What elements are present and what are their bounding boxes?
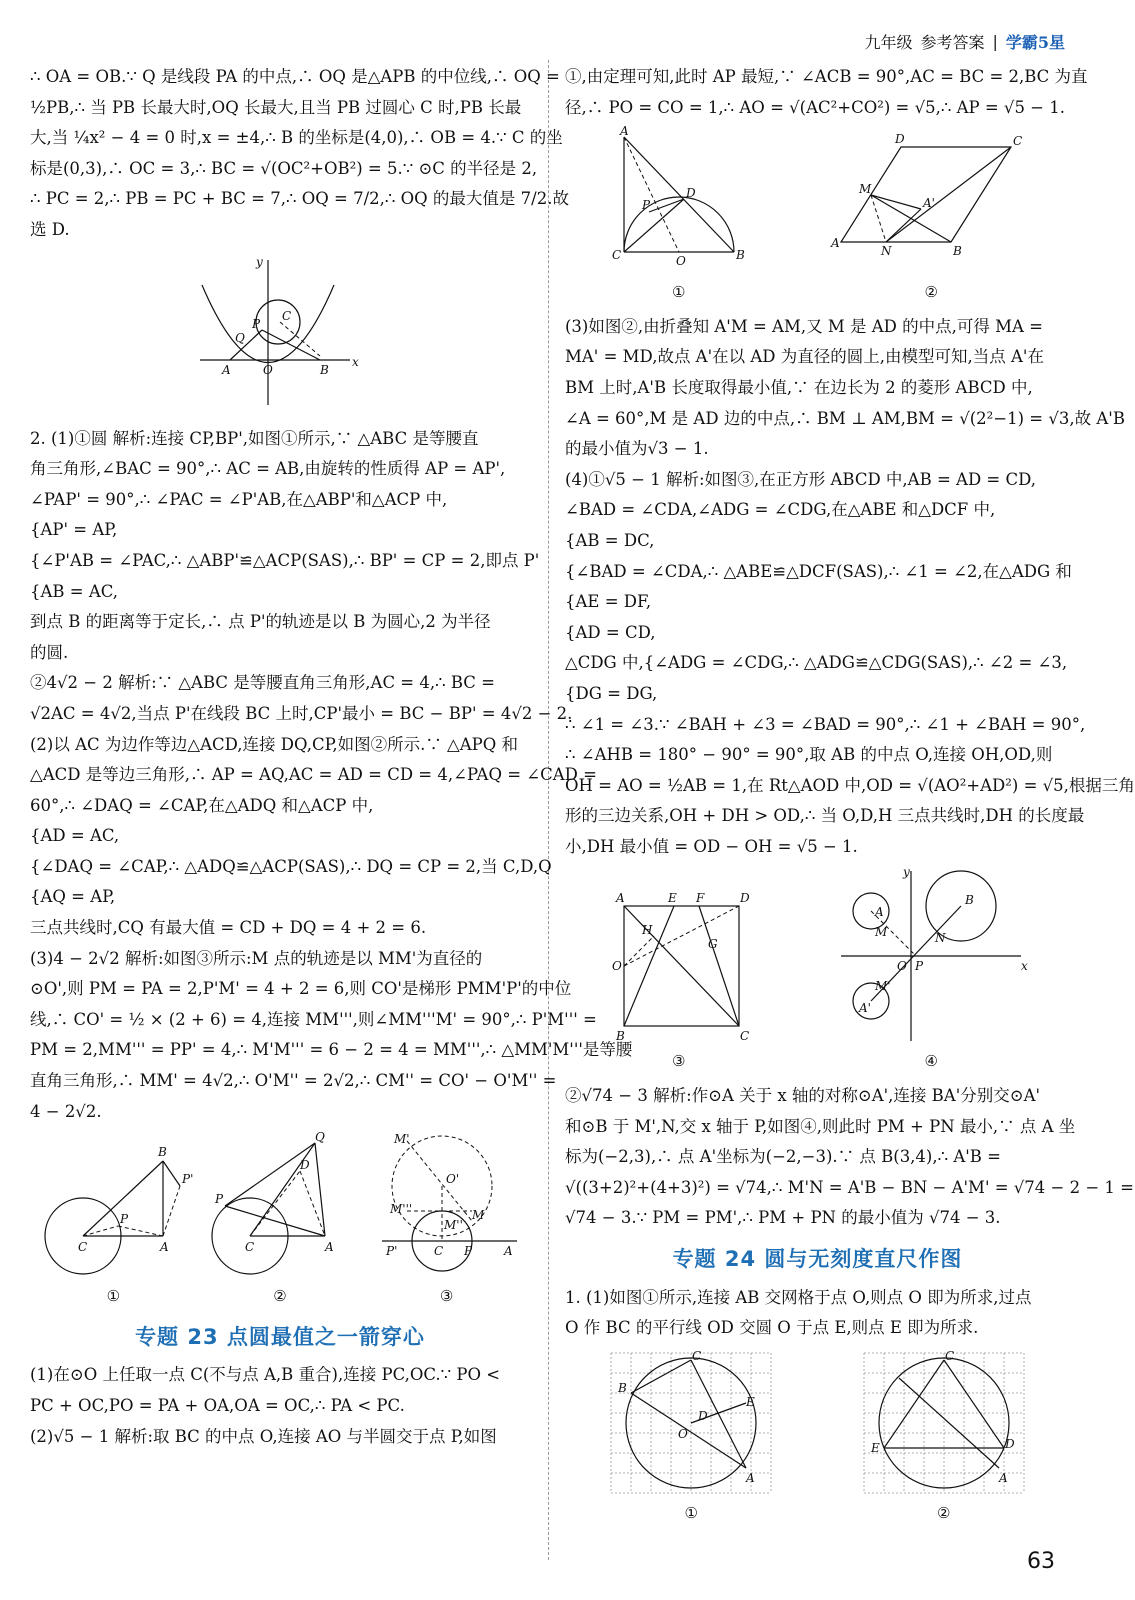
svg-text:A': A' (859, 1001, 872, 1016)
parabola-figure (30, 250, 530, 420)
svg-text:M: M (859, 182, 872, 197)
svg-text:P': P' (182, 1172, 194, 1187)
svg-text:P: P (120, 1212, 129, 1227)
svg-text:E: E (667, 891, 677, 906)
text-line: {AE = DF, (565, 592, 652, 612)
figure-1 (38, 1131, 194, 1312)
svg-text:C: C (739, 1029, 749, 1044)
svg-text:M: M (471, 1208, 484, 1223)
svg-text:B: B (618, 1380, 628, 1395)
text-line: {AD = CD, (565, 622, 656, 642)
text-line: 三点共线时,CQ 有最大值 = CD + DQ = 4 + 2 = 6. (30, 918, 427, 938)
svg-text:Q: Q (314, 1130, 325, 1145)
svg-text:F: F (695, 891, 705, 906)
text-line: {AD = AC, (30, 826, 120, 846)
header-answers: 参考答案 (920, 33, 985, 52)
right-block-3 (565, 1081, 1135, 1234)
text-line: MA' = MD,故点 A'在以 AD 为直径的圆上,由模型可知,当点 A'在 (565, 347, 1044, 367)
svg-text:O: O (678, 1426, 689, 1441)
figure-row-right-2 (565, 866, 1070, 1077)
svg-text:A: A (324, 1240, 334, 1255)
text-line: ∠A = 60°,M 是 AD 边的中点,∴ BM ⊥ AM,BM = √(2²−1) = √3,故 A'B (565, 408, 1125, 428)
svg-text:C: C (282, 308, 292, 323)
svg-text:y: y (903, 865, 911, 880)
text-line: (3)如图②,由折叠知 A'M = AM,又 M 是 AD 的中点,可得 MA = (565, 316, 1043, 336)
svg-text:C: C (433, 1244, 443, 1259)
svg-text:A: A (503, 1244, 513, 1259)
svg-text:B: B (615, 1029, 625, 1044)
svg-text:A: A (615, 891, 625, 906)
svg-text:A': A' (923, 196, 936, 211)
text-line: √((3+2)²+(4+3)²) = √74,∴ M'N = A'B − BN − A'M' = √74 − 2 − 1 = (565, 1177, 1135, 1197)
text-line: 线,∴ CO' = ½ × (2 + 6) = 4,连接 MM''',则∠MM'''M' = 90°,∴ P'M''' = (30, 1009, 597, 1029)
text-line: (3)4 − 2√2 解析:如图③所示:M 点的轨迹是以 MM'为直径的 (30, 948, 483, 968)
text-line: BM 上时,A'B 长度取得最小值,∵ 在边长为 2 的菱形 ABCD 中, (565, 377, 1033, 397)
text-line: {DG = DG, (565, 683, 658, 703)
svg-text:D: D (739, 891, 750, 906)
figure-caption: ② (924, 283, 938, 302)
right-block-4 (565, 1283, 1070, 1344)
text-line: ∴ ∠AHB = 180° − 90° = 90°,取 AB 的中点 O,连接 OH,OD,则 (565, 745, 1053, 765)
figure-coordinate (831, 866, 1031, 1077)
text-line: △ACD 是等边三角形,∴ AP = AQ,AC = AD = CD = 4,∠PAQ = ∠CAD = (30, 765, 597, 785)
text-line: {AB = AC, (30, 581, 119, 601)
svg-text:E: E (870, 1440, 880, 1455)
text-line: {AB = DC, (565, 530, 655, 550)
svg-text:N: N (935, 931, 946, 946)
svg-text:B: B (735, 248, 745, 263)
column-divider (548, 60, 549, 1560)
figure-caption: ② (937, 1503, 951, 1522)
left-block-1 (30, 62, 569, 246)
svg-text:A: A (831, 236, 840, 251)
text-line: 和⊙B 于 M',N,交 x 轴于 P,如图④,则此时 PM + PN 最小,∵ 点 A 坐 (565, 1116, 1076, 1136)
text-line: {∠BAD = ∠CDA,∴ △ABE≌△DCF(SAS),∴ ∠1 = ∠2,在△ADG 和 (565, 561, 1072, 581)
section-24-title: 专题 24 圆与无刻度直尺作图 (672, 1247, 963, 1272)
svg-text:O: O (263, 362, 273, 377)
text-line: √2AC = 4√2,当点 P'在线段 BC 上时,CP'最小 = BC − BP' = 4√2 − 2. (30, 703, 573, 723)
svg-text:C: C (1013, 134, 1023, 149)
text-line: 4 − 2√2. (30, 1101, 102, 1121)
text-line: 的圆. (30, 642, 69, 662)
svg-text:P: P (252, 316, 261, 331)
text-line: ½PB,∴ 当 PB 长最大时,OQ 长最大,且当 PB 过圆心 C 时,PB 长最 (30, 97, 522, 117)
svg-text:M''': M''' (389, 1202, 412, 1217)
text-line: 60°,∴ ∠DAQ = ∠CAP,在△ADQ 和△ACP 中, (30, 795, 374, 815)
svg-text:P: P (214, 1192, 224, 1207)
text-line: (1)在⊙O 上任取一点 C(不与点 A,B 重合),连接 PC,OC.∵ PO < (30, 1365, 501, 1385)
left-block-3 (30, 1360, 530, 1452)
figure-row-right-1 (565, 124, 1070, 308)
text-line: ②√74 − 3 解析:作⊙A 关于 x 轴的对称⊙A',连接 BA'分别交⊙A' (565, 1086, 1041, 1106)
svg-text:D: D (299, 1158, 310, 1173)
svg-text:G: G (707, 937, 718, 952)
svg-text:D: D (698, 1408, 708, 1423)
figure-row-right-3 (565, 1348, 1070, 1529)
figure-caption: ③ (672, 1052, 686, 1071)
text-line: ∴ OA = OB.∵ Q 是线段 PA 的中点,∴ OQ 是△APB 的中位线,∴ OQ = (30, 67, 560, 86)
text-line: 径,∴ PO = CO = 1,∴ AO = √(AC²+CO²) = √5,∴ AP = √5 − 1. (565, 97, 1065, 117)
text-line: PC + OC,PO = PA + OA,OA = OC,∴ PA < PC. (30, 1396, 405, 1415)
right-block-1 (565, 62, 1088, 123)
svg-text:E: E (746, 1394, 756, 1409)
text-line: ⊙O',则 PM = PA = 2,P'M' = 4 + 2 = 6,则 CO'是梯形 PMM'P'的中位 (30, 979, 572, 999)
svg-text:A: A (222, 362, 231, 377)
figure-caption: ① (684, 1503, 698, 1522)
svg-text:y: y (256, 254, 263, 269)
figure-caption: ① (672, 283, 686, 302)
text-line: (2)以 AC 为边作等边△ACD,连接 DQ,CP,如图②所示.∵ △APQ 和 (30, 734, 519, 754)
svg-text:M'': M'' (443, 1218, 463, 1233)
text-line: {∠DAQ = ∠CAP,∴ △ADQ≌△ACP(SAS),∴ DQ = CP = 2,当 C,D,Q (30, 856, 552, 876)
figure-square (604, 886, 754, 1077)
text-line: 小,DH 最小值 = OD − OH = √5 − 1. (565, 836, 858, 856)
figure-caption: ② (273, 1287, 287, 1306)
svg-text:x: x (1021, 959, 1029, 974)
right-block-2 (565, 312, 1135, 863)
svg-text:B: B (320, 362, 329, 377)
running-header: 九年级 参考答案 | 学霸5星 (864, 32, 1065, 52)
svg-text:P: P (641, 198, 650, 213)
svg-text:M': M' (875, 979, 891, 994)
svg-text:O: O (675, 254, 686, 269)
svg-text:H: H (641, 923, 653, 938)
svg-text:D: D (1004, 1436, 1015, 1451)
text-line: 标为(−2,3),∴ 点 A'坐标为(−2,−3).∵ 点 B(3,4),∴ A'B = (565, 1147, 1002, 1167)
svg-text:A: A (160, 1240, 169, 1255)
svg-text:P: P (463, 1244, 472, 1259)
text-line: ∴ PC = 2,∴ PB = PC + BC = 7,∴ OQ = 7/2,∴ OQ 的最大值是 7/2.故 (30, 189, 569, 209)
svg-text:C: C (78, 1240, 88, 1255)
text-line: 形的三边关系,OH + DH > OD,∴ 当 O,D,H 三点共线时,DH 的长度最 (565, 806, 1085, 826)
figure-2 (205, 1131, 355, 1312)
figure-grid-1 (606, 1348, 776, 1529)
text-line: {∠P'AB = ∠PAC,∴ △ABP'≌△ACP(SAS),∴ BP' = CP = 2,即点 P' (30, 550, 540, 570)
svg-text:D: D (895, 132, 905, 147)
text-line: 直角三角形,∴ MM' = 4√2,∴ O'M'' = 2√2,∴ CM'' = CO' − O'M'' = (30, 1071, 557, 1091)
figure-semicircle (604, 124, 754, 308)
figure-rhombus (831, 127, 1031, 308)
figure-3 (372, 1131, 522, 1312)
figure-caption: ③ (439, 1287, 454, 1306)
figure-caption: ① (106, 1287, 121, 1306)
svg-text:C: C (611, 248, 621, 263)
text-line: ∴ ∠1 = ∠3.∵ ∠BAH + ∠3 = ∠BAD = 90°,∴ ∠1 + ∠BAH = 90°, (565, 714, 1086, 734)
svg-text:B: B (965, 893, 975, 908)
text-line: 1. (1)如图①所示,连接 AB 交网格于点 O,则点 O 即为所求,过点 (565, 1287, 1032, 1307)
svg-text:D: D (685, 186, 696, 201)
svg-text:N: N (881, 244, 892, 259)
section-23-title: 专题 23 点圆最值之一箭穿心 (135, 1324, 425, 1349)
header-grade: 九年级 (864, 33, 913, 52)
svg-text:M': M' (393, 1132, 410, 1147)
svg-text:B: B (953, 244, 963, 259)
text-line: (2)√5 − 1 解析:取 BC 的中点 O,连接 AO 与半圆交于点 P,如图 (30, 1426, 497, 1446)
svg-text:x: x (352, 354, 359, 369)
text-line: OH = AO = ½AB = 1,在 Rt△AOD 中,OD = √(AO²+AD²) = √5,根据三角 (565, 775, 1135, 795)
svg-text:A: A (998, 1470, 1008, 1485)
svg-text:O': O' (445, 1172, 459, 1187)
figure-caption: ④ (924, 1052, 938, 1071)
svg-text:P: P (915, 959, 924, 974)
svg-text:Q: Q (235, 330, 245, 345)
svg-text:C: C (244, 1240, 255, 1255)
text-line: √74 − 3.∵ PM = PM',∴ PM + PN 的最小值为 √74 − 3. (565, 1208, 1001, 1228)
text-line: 角三角形,∠BAC = 90°,∴ AC = AB,由旋转的性质得 AP = AP', (30, 459, 506, 479)
text-line: PM = 2,MM''' = PP' = 4,∴ M'M''' = 6 − 2 = 4 = MM''',∴ △MM'M'''是等腰 (30, 1040, 633, 1060)
text-line: ②4√2 − 2 解析:∵ △ABC 是等腰直角三角形,AC = 4,∴ BC = (30, 673, 495, 693)
svg-text:M: M (875, 925, 888, 940)
text-line: ①,由定理可知,此时 AP 最短,∵ ∠ACB = 90°,AC = BC = 2,BC 为直 (565, 67, 1088, 86)
header-brand: 学霸5星 (1005, 33, 1065, 52)
svg-text:A: A (875, 905, 884, 920)
text-line: 到点 B 的距离等于定长,∴ 点 P'的轨迹是以 B 为圆心,2 为半径 (30, 612, 491, 632)
text-line: {AP' = AP, (30, 520, 118, 540)
svg-text:C: C (944, 1348, 954, 1363)
text-line: O 作 BC 的平行线 OD 交圆 O 于点 E,则点 E 即为所求. (565, 1318, 979, 1338)
text-line: ∠PAP' = 90°,∴ ∠PAC = ∠P'AB,在△ABP'和△ACP 中, (30, 489, 448, 509)
svg-text:B: B (158, 1145, 168, 1160)
figure-grid-2 (859, 1348, 1029, 1529)
text-line: △CDG 中,{∠ADG = ∠CDG,∴ △ADG≌△CDG(SAS),∴ ∠2 = ∠3, (565, 653, 1068, 673)
text-line: 2. (1)①圆 解析:连接 CP,BP',如图①所示,∵ △ABC 是等腰直 (30, 428, 479, 448)
text-line: 选 D. (30, 219, 70, 239)
svg-text:A: A (746, 1470, 755, 1485)
text-line: ∠BAD = ∠CDA,∠ADG = ∠CDG,在△ABE 和△DCF 中, (565, 500, 996, 520)
text-line: {AQ = AP, (30, 887, 116, 907)
svg-text:O: O (611, 959, 622, 974)
svg-text:A: A (619, 124, 629, 139)
svg-text:O: O (897, 959, 908, 974)
text-line: 的最小值为√3 − 1. (565, 439, 709, 459)
right-column (565, 62, 1135, 1532)
svg-text:P': P' (385, 1244, 398, 1259)
text-line: (4)①√5 − 1 解析:如图③,在正方形 ABCD 中,AB = AD = CD, (565, 469, 1037, 489)
page-number: 63 (1027, 1549, 1055, 1574)
text-line: 标是(0,3),∴ OC = 3,∴ BC = √(OC²+OB²) = 5.∵ ⊙C 的半径是 2, (30, 158, 538, 178)
figure-row-left (30, 1131, 530, 1312)
svg-text:C: C (692, 1348, 702, 1363)
text-line: 大,当 ¼x² − 4 = 0 时,x = ±4,∴ B 的坐标是(4,0),∴ OB = 4.∵ C 的坐 (30, 128, 563, 148)
